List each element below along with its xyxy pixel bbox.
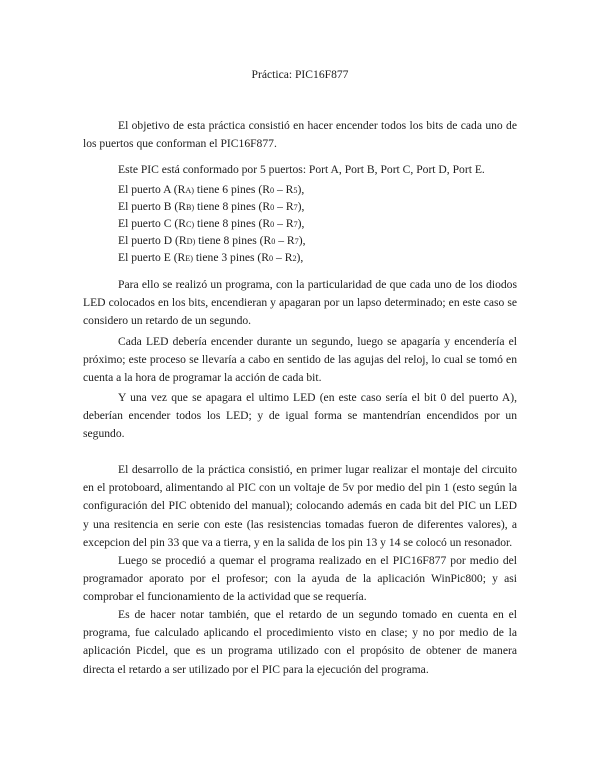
note-paragraph: Es de hacer notar también, que el retardo de un segundo tomado en cuenta en el programa, fue calculado aplicando el procedimiento visto en clase; y no por medio de la aplicación Picdel, que es un programa utilizado con el propósito de obtener de manera directa el retardo a ser utilizado por el PIC para la ejecución del programa. — [83, 608, 517, 676]
port-line-c: El puerto C (RC) tiene 8 pines (R0 – R7), — [118, 217, 305, 230]
led-paragraph: Cada LED debería encender durante un segundo, luego se apagaría y encendería el próximo; este proceso se llevaría a cabo en sentido de las agujas del reloj, lo cual se tomó en cuenta a la hora de programar la acción de cada bit. — [83, 335, 517, 385]
page-title: Práctica: PIC16F877 — [251, 68, 349, 81]
port-line-d: El puerto D (RD) tiene 8 pines (R0 – R7), — [118, 234, 306, 247]
intro-paragraph: El objetivo de esta práctica consistió en hacer encender todos los bits de cada uno de los puertos que conforman el PIC16F877. — [83, 119, 517, 151]
port-line-a: El puerto A (RA) tiene 6 pines (R0 – R5), — [118, 183, 305, 196]
port-line-e: El puerto E (RE) tiene 3 pines (R0 – R2), — [118, 251, 304, 264]
last-led-paragraph: Y una vez que se apagara el ultimo LED (en este caso sería el bit 0 del puerto A), deberían encender todos los LED; y de igual forma se mantendrían encendidos por un segundo. — [83, 391, 517, 441]
port-line-b: El puerto B (RB) tiene 8 pines (R0 – R7), — [118, 200, 305, 213]
program-paragraph: Para ello se realizó un programa, con la particularidad de que cada uno de los diodos LED colocados en los bits, encendieran y apagaran por un lapso determinado; en este caso se considero un retardo de un segundo. — [83, 278, 517, 328]
ports-intro: Este PIC está conformado por 5 puertos: Port A, Port B, Port C, Port D, Port E. — [118, 163, 485, 176]
burn-paragraph: Luego se procedió a quemar el programa realizado en el PIC16F877 por medio del programador aporato por el profesor; con la ayuda de la aplicación WinPic800; y asi comprobar el funcionamiento de la actividad que se requería. — [83, 554, 517, 604]
development-paragraph: El desarrollo de la práctica consistió, en primer lugar realizar el montaje del circuito en el protoboard, alimentando al PIC con un voltaje de 5v por medio del pin 1 (esto según la configuración del PIC obtenido del manual); colocando además en cada bit del PIC un LED y una resitencia en serie con este (las resistencias tomadas fueron de diferentes valores), a excepcion del pin 33 que va a tierra, y en la salida de los pin 13 y 14 se colocó un resonador. — [83, 463, 517, 549]
